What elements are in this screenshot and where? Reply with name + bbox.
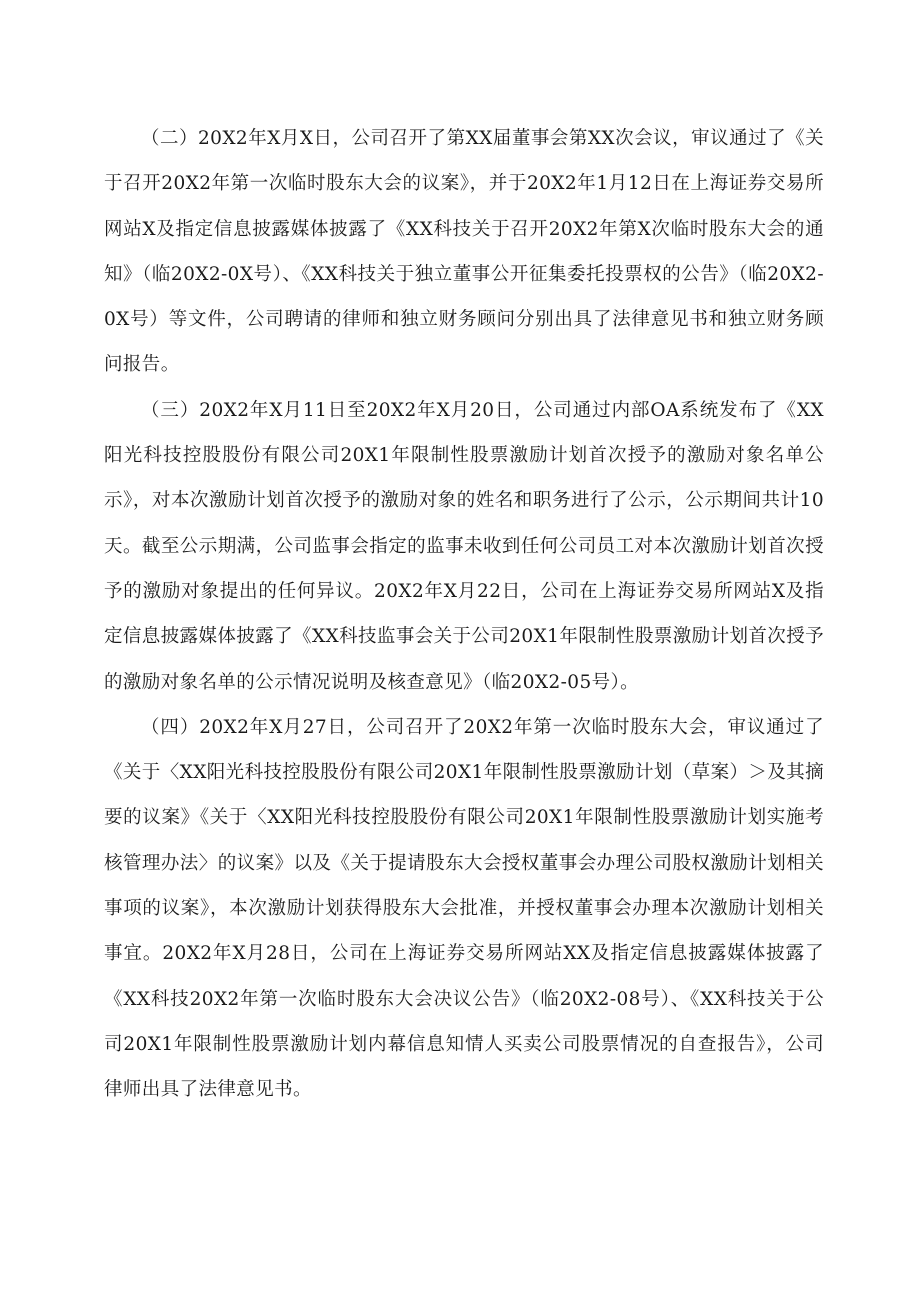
paragraph-board-meeting: （二）20X2年X月X日，公司召开了第XX届董事会第XX次会议，审议通过了《关于召开20X2年第一次临时股东大会的议案》，并于20X2年1月12日在上海证券交易所网站X及指定信息披露媒体披露了《XX科技关于召开20X2年第X次临时股东大会的通知》（临20X2-0X号）、《XX科技关于独立董事公开征集委托投票权的公告》（临20X2-0X号）等文件，公司聘请的律师和独立财务顾问分别出具了法律意见书和独立财务顾问报告。 bbox=[104, 128, 824, 376]
paragraph-incentive-list-publicity: （三）20X2年X月11日至20X2年X月20日，公司通过内部OA系统发布了《XX阳光科技控股股份有限公司20X1年限制性股票激励计划首次授予的激励对象名单公示》，对本次激励计划首次授予的激励对象的姓名和职务进行了公示，公示期间共计10天。截至公示期满，公司监事会指定的监事未收到任何公司员工对本次激励计划首次授予的激励对象提出的任何异议。20X2年X月22日，公司在上海证券交易所网站X及指定信息披露媒体披露了《XX科技监事会关于公司20X1年限制性股票激励计划首次授予的激励对象名单的公示情况说明及核查意见》（临20X2-05号）。 bbox=[104, 399, 824, 693]
paragraph-shareholder-meeting: （四）20X2年X月27日，公司召开了20X2年第一次临时股东大会，审议通过了《关于〈XX阳光科技控股股份有限公司20X1年限制性股票激励计划（草案）＞及其摘要的议案》《关于〈XX阳光科技控股股份有限公司20X1年限制性股票激励计划实施考核管理办法〉的议案》以及《关于提请股东大会授权董事会办理公司股权激励计划相关事项的议案》，本次激励计划获得股东大会批准，并授权董事会办理本次激励计划相关事宜。20X2年X月28日，公司在上海证券交易所网站XX及指定信息披露媒体披露了《XX科技20X2年第一次临时股东大会决议公告》（临20X2-08号）、《XX科技关于公司20X1年限制性股票激励计划内幕信息知情人买卖公司股票情况的自查报告》，公司律师出具了法律意见书。 bbox=[104, 716, 824, 1101]
